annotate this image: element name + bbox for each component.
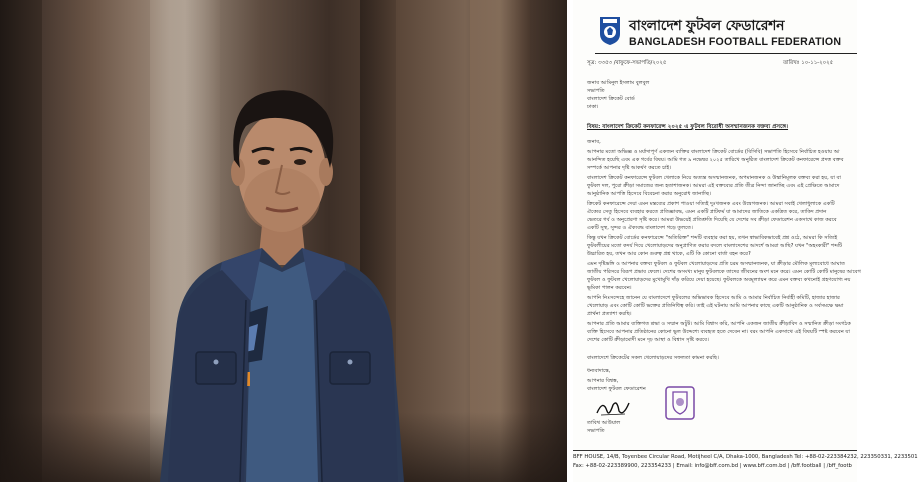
body-line: ব্যক্তি হিসেবে আপনার প্রতিষ্ঠানের কোনো ভুল উদ্দেশ্যে ব্যবহৃত হতে দেবেন না। বরং আপনি একসাথে এই বিষয়টি স্পষ্ট করবেন যা [587, 329, 850, 336]
recipient-title: সভাপতি [587, 88, 605, 94]
recipient-org: বাংলাদেশ ক্রিকেট বোর্ড [587, 96, 635, 102]
body-line: ভূমিকা পালন করবেন। [587, 285, 632, 292]
body-line: আপনার মতো অভিজ্ঞ ও মর্যাদাপূর্ণ একজন ব্যক্তির বাংলাদেশ ক্রিকেট বোর্ডের (বিসিবি) সভাপতি হিসেবে নির্বাচিত হওয়ায় আ [587, 149, 840, 155]
body-line: সম্পর্কে আপনার দৃষ্টি আকর্ষণ করতে চাই। [587, 165, 671, 172]
body-line: ভেতরে গর্ব ও অনুপ্রেরণা সৃষ্টি করে। আমরা উভয়েই প্রতিশ্রুতি দিয়েছি যে দেশের সব ক্রীড়া ফেডারেশন একসাথে কাজ করবে [587, 217, 837, 224]
org-name-bangla: বাংলাদেশ ফুটবল ফেডারেশন [629, 18, 785, 34]
closing-yours: আপনার বিশ্বস্ত, [587, 378, 619, 384]
body-line: বাংলাদেশে ক্রিকেটের সকল খেলোয়াড়দের সফলতা কামনা করছি। [587, 355, 719, 361]
body-paragraph [587, 148, 887, 172]
header-rule [595, 53, 857, 54]
letter-date: তারিখঃ ১০-১১-২০২৫ [783, 60, 834, 66]
body-line: আনন্দিত হয়েছি এবং এক গর্বের বিষয়। আমি গত ৯ নভেম্বর ২০২৫ তারিখে অনুষ্ঠিত বাংলাদেশ ক্রিকেট কনফারেন্সে প্রদত্ত বক্তব [587, 157, 844, 164]
body-line: আনুষ্ঠানিক আপত্তি হিসেবে বিবেচনা করার অনুরোধ জানাচ্ছি। [587, 191, 711, 198]
body-line: কিন্তু যখন ক্রিকেট বোর্ডের কনফারেন্সে "অতিরিক্ত" শব্দটি ব্যবহার করা হয়, তখন স্বাভাবিকভাবেই প্রশ্ন ওঠে, আমরা কি সত্যিই [587, 235, 838, 241]
body-line: বাংলাদেশ ক্রিকেট কনফারেন্সে ফুটবল খেলাকে নিয়ে অত্যন্ত অসম্মানজনক, অপমানজনক ও উস্কানিমূলক বক্তব্য করা হয়, যা বা [587, 175, 841, 181]
body-line: ঐক্যের সেতু হিসেবে ব্যবহার করতে প্রতিজ্ঞাবদ্ধ, এমন একটি প্লাটফর্ম যা আমাদের জাতিকে একত্রিত করে, তাকিদ প্রদান [587, 209, 827, 216]
closing-thanks: ধন্যবাদান্তে, [587, 368, 611, 374]
body-paragraph [587, 260, 887, 292]
body-line: ক্রিকেট কনফারেন্সে দেয়া এমন মন্তব্যের প্রকাশ পাওয়া সত্যিই দুঃখজনক এবং উদ্বেগজনক। আমরা সবাই খেলাধুলাকে একটি [587, 201, 835, 207]
signer-title: সভাপতি [587, 428, 605, 434]
bff-logo-icon [599, 16, 621, 46]
handwritten-signature [595, 397, 631, 419]
footer-contact: Fax: +88-02-223389900, 223354233 | Email: info@bff.com.bd | www.bff.com.bd | /bff.football | /bff_footb [573, 463, 852, 469]
body-paragraph [587, 234, 887, 258]
body-line: আপনি নিঃসন্দেহে জানেন যে বাংলাদেশে ফুটবলের অভিভাবক হিসেবে আমি ও আমার নির্বাচিত নির্বাহী কমিটি, হাজার হাজার [587, 295, 840, 301]
body-paragraph [587, 294, 887, 318]
body-paragraph [587, 354, 887, 362]
body-line: ফুটবলীয়ের মতো কদর্য দিয়ে খেলোয়াড়দের অনুপ্রাণিত করার বদলে বাংলাদেশের আদর্শে আমরা আছি? যখন "অহংকারী" শব্দটি [587, 243, 843, 250]
official-seal-icon [665, 386, 695, 420]
footer-rule [573, 450, 857, 451]
body-line: জাতীয় পরিসরে বিরূপ প্রভাব ফেলে। দেশের অসংখ্য মানুষ ফুটবলকে তাদের জীবনের অংশ মনে করে। এমন কোটি কোটি মানুষের আবেগ [587, 269, 861, 276]
letter-document [573, 0, 918, 482]
body-paragraph [587, 320, 887, 344]
body-line: একটি সুস্থ, সুন্দর ও ঐক্যবদ্ধ বাংলাদেশ গড়ে তুলতে। [587, 225, 693, 232]
body-line: আপনার প্রতি আমার ব্যক্তিগত শ্রদ্ধা ও সম্মান অটুট। আমি বিশ্বাস করি, আপনি একজন জাতীয় ক্রীড়াবিদ ও সম্মানিত ক্রীড়া সংগঠক [587, 321, 851, 327]
signer-name: তাবিথ আউয়াল [587, 420, 621, 426]
recipient-city: ঢাকা। [587, 104, 599, 110]
sender-org: বাংলাদেশ ফুটবল ফেডারেশন [587, 386, 646, 392]
letterhead [573, 0, 857, 62]
body-line: এমন দৃষ্টিভঙ্গি ও আপনার বক্তব্য ফুটবল ও ফুটবল খেলোয়াড়দের প্রতি চরম অসম্মানজনক, যা ক্রীড়ার মৌলিক মূল্যবোধে আঘাত [587, 261, 846, 267]
body-paragraph [587, 174, 887, 198]
reference-number: সূত্র: ৩৩৫৩ /বাফুফে-সভাপতি/২০২৫ [587, 60, 667, 66]
footer-address: BFF HOUSE, 14/B, Toyenbee Circular Road, Motijheel C/A, Dhaka-1000, Bangladesh Tel: +88-02-223384232, 223350331, 2233501 [573, 454, 918, 460]
body-line: প্রার্থনা প্রত্যাশা করছি। [587, 311, 632, 318]
body-line: ফুটবল ও ফুটবল খেলোয়াড়দের মুখোমুখি দাঁড় করিয়ে দেয়া হয়েছে। ফুটবলকে অবমূল্যায়ন করে এমন বক্তব্য কখনোই গ্রহণযোগ্য নয় [587, 277, 851, 284]
body-paragraph [587, 200, 887, 232]
body-line: দেশের কোটি ক্রীড়ামোদী মনে দৃঢ় আস্থা ও বিশ্বাস সৃষ্টি করবে। [587, 337, 709, 344]
salutation: জনাব, [587, 139, 601, 145]
body-line: উচ্চারিত হয়, তখন আর কোন গুরুত্ব প্রশ্ন থাকে, এটি কি কোনো বার্তা বহন করে? [587, 251, 751, 258]
body-line: খেলোয়াড় এবং কোটি কোটি ভক্তের প্রতিনিধিত্ব করি। তাই এই ঘটনায় আমি আপনার কাছে একটি আনুষ্ঠানিক ও সর্বসমক্ষে ক্ষমা [587, 303, 844, 310]
letter-subject: বিষয়: বাংলাদেশ ক্রিকেট কনফারেন্স ২০২৫ এ ফুটবল বিরোধী অসম্মানজনক বক্তব্য প্রসঙ্গে। [587, 124, 789, 130]
recipient-name: জনাব আমিনুল ইসলাম বুলবুল [587, 80, 650, 86]
body-line: ফুটবল দল, পুরো ক্রীড়া সমাজের জন্য হতাশাজনক। আমরা এই বক্তব্যের প্রতি তীব্র নিন্দা জানাচ্ছি এবং এই প্রেক্ষিতে আমাদে [587, 183, 840, 190]
org-name-english: BANGLADESH FOOTBALL FEDERATION [629, 36, 842, 48]
